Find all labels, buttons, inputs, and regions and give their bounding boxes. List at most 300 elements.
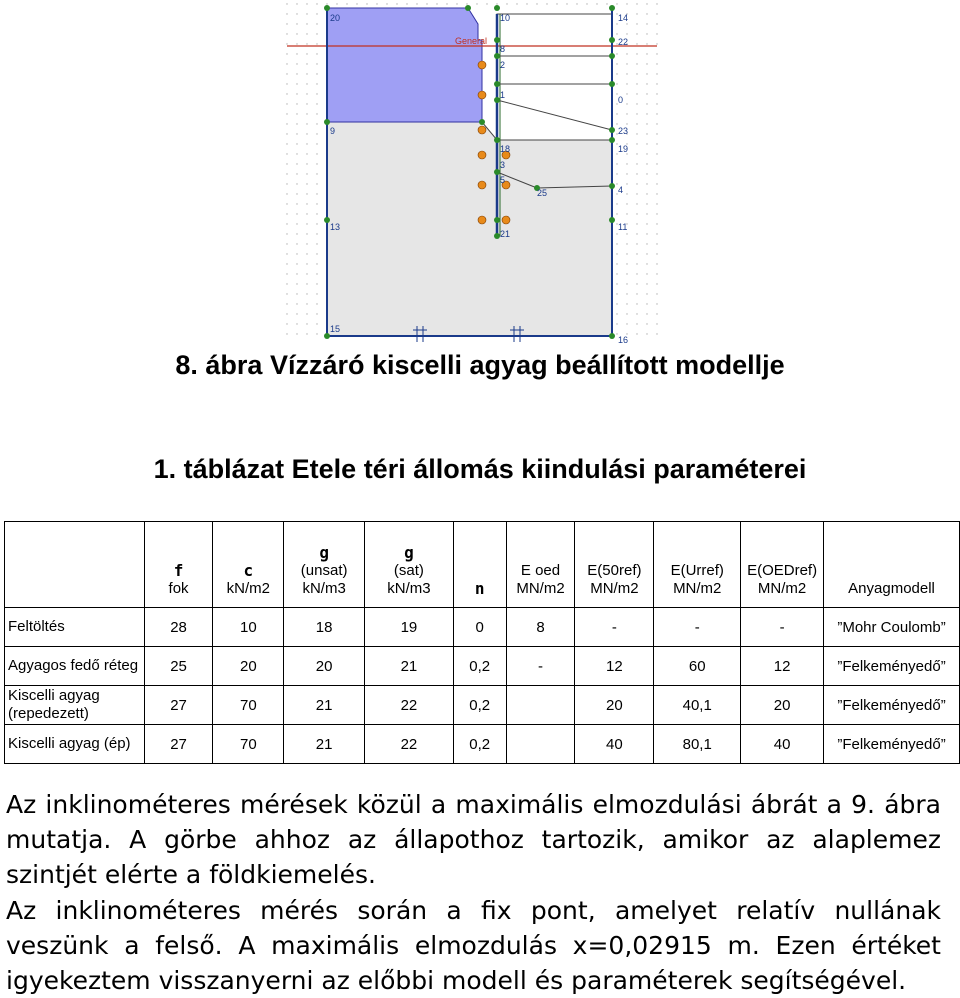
grid-dot <box>646 183 647 184</box>
grid-dot <box>286 83 287 84</box>
table-cell: 10 <box>213 608 284 647</box>
grid-dot <box>636 203 637 204</box>
point-label: 10 <box>500 13 511 23</box>
table-cell: 8 <box>506 608 575 647</box>
grid-dot <box>646 173 647 174</box>
point-label: 11 <box>618 222 628 232</box>
table-cell: ”Mohr Coulomb” <box>824 608 960 647</box>
grid-dot <box>656 73 657 74</box>
grid-dot <box>316 323 317 324</box>
grid-dot <box>626 313 627 314</box>
grid-dot <box>646 13 647 14</box>
point-label: 8 <box>500 44 506 54</box>
grid-dot <box>306 203 307 204</box>
table-cell: 21 <box>284 725 365 764</box>
grid-dot <box>286 23 287 24</box>
grid-dot <box>296 123 297 124</box>
grid-dot <box>286 133 287 134</box>
grid-dot <box>296 163 297 164</box>
grid-dot <box>286 173 287 174</box>
grid-dot <box>316 183 317 184</box>
grid-dot <box>616 303 617 304</box>
grid-dot <box>616 23 617 24</box>
grid-dot <box>626 233 627 234</box>
table-row <box>5 686 960 725</box>
point-label: 15 <box>330 324 341 334</box>
paragraph: Az inklinométeres mérések közül a maximális elmozdulási ábrát a 9. ábra mutatja. A görbe ahhoz az állapothoz tartozik, amikor az alaplemez szintjét elérte a földkiemelés. <box>6 790 941 889</box>
table-cell: 0,2 <box>453 647 506 686</box>
grid-dot <box>306 153 307 154</box>
grid-dot <box>646 233 647 234</box>
grid-dot <box>636 303 637 304</box>
table-cell: 21 <box>284 686 365 725</box>
grid-dot <box>306 253 307 254</box>
grid-dot <box>626 53 627 54</box>
grid-dot <box>646 63 647 64</box>
point-label: 9 <box>330 126 336 136</box>
grid-dot <box>626 213 627 214</box>
grid-dot <box>296 263 297 264</box>
point-label: 14 <box>618 13 629 23</box>
grid-dot <box>536 3 537 4</box>
grid-dot <box>656 93 657 94</box>
grid-dot <box>636 53 637 54</box>
table-cell: 27 <box>144 725 213 764</box>
grid-dot <box>296 143 297 144</box>
grid-dot <box>306 93 307 94</box>
grid-dot <box>656 333 657 334</box>
grid-dot <box>616 293 617 294</box>
grid-dot <box>306 213 307 214</box>
grid-dot <box>626 83 627 84</box>
table-cell: - <box>506 647 575 686</box>
grid-dot <box>636 163 637 164</box>
table-row <box>5 725 960 764</box>
grid-dot <box>626 23 627 24</box>
grid-dot <box>656 183 657 184</box>
grid-dot <box>636 213 637 214</box>
grid-dot <box>286 213 287 214</box>
grid-dot <box>296 133 297 134</box>
table-cell: 0,2 <box>453 686 506 725</box>
grid-dot <box>616 63 617 64</box>
table-cell: 22 <box>365 686 454 725</box>
grid-dot <box>626 173 627 174</box>
table-cell: 28 <box>144 608 213 647</box>
grid-dot <box>626 303 627 304</box>
grid-dot <box>326 3 327 4</box>
grid-dot <box>656 113 657 114</box>
grid-dot <box>286 153 287 154</box>
grid-dot <box>646 3 647 4</box>
grid-dot <box>616 233 617 234</box>
grid-dot <box>626 273 627 274</box>
grid-dot <box>306 23 307 24</box>
grid-dot <box>436 3 437 4</box>
grid-dot <box>356 3 357 4</box>
point-label: 23 <box>618 126 629 136</box>
grid-dot <box>376 3 377 4</box>
grid-dot <box>296 283 297 284</box>
grid-dot <box>566 3 567 4</box>
grid-dot <box>656 143 657 144</box>
grid-dot <box>316 13 317 14</box>
grid-dot <box>296 83 297 84</box>
grid-dot <box>316 43 317 44</box>
grid-dot <box>646 223 647 224</box>
grid-dot <box>296 203 297 204</box>
grid-dot <box>316 93 317 94</box>
grid-dot <box>296 183 297 184</box>
grid-dot <box>616 283 617 284</box>
table-cell: - <box>654 608 741 647</box>
point-label: 4 <box>618 185 624 195</box>
grid-dot <box>316 263 317 264</box>
grid-dot <box>296 333 297 334</box>
grid-dot <box>636 193 637 194</box>
grid-dot <box>656 293 657 294</box>
grid-dot <box>576 3 577 4</box>
grid-dot <box>306 243 307 244</box>
grid-dot <box>506 3 507 4</box>
grid-dot <box>626 193 627 194</box>
header-cell: E(OEDref) MN/m2 <box>741 522 824 608</box>
grid-dot <box>646 193 647 194</box>
grid-dot <box>316 123 317 124</box>
grid-dot <box>286 43 287 44</box>
grid-dot <box>286 113 287 114</box>
grid-dot <box>626 103 627 104</box>
point-label: 20 <box>330 13 341 23</box>
grid-dot <box>316 213 317 214</box>
paragraph: Az inklinométeres mérés során a fix pont, amelyet relatív nullának veszünk a felső. A maximális elmozdulás x=0,02915 m. Ezen értéket igyekeztem visszanyerni az előbbi modell és paraméterek segítségével. <box>6 896 941 995</box>
grid-dot <box>296 243 297 244</box>
grid-dot <box>616 253 617 254</box>
grid-dot <box>656 203 657 204</box>
grid-dot <box>296 253 297 254</box>
grid-dot <box>586 3 587 4</box>
grid-dot <box>316 313 317 314</box>
point-label: 21 <box>500 229 511 239</box>
grid-dot <box>416 3 417 4</box>
grid-dot <box>316 103 317 104</box>
grid-dot <box>626 73 627 74</box>
grid-dot <box>646 273 647 274</box>
grid-dot <box>656 103 657 104</box>
figure-caption: 8. ábra Vízzáró kiscelli agyag beállított modellje <box>175 350 785 380</box>
table-cell: 22 <box>365 725 454 764</box>
grid-dot <box>616 243 617 244</box>
table-cell <box>506 725 575 764</box>
grid-dot <box>656 213 657 214</box>
grid-dot <box>296 23 297 24</box>
grid-dot <box>446 3 447 4</box>
grid-dot <box>656 33 657 34</box>
grid-dot <box>316 233 317 234</box>
grid-dot <box>286 163 287 164</box>
grid-dot <box>296 273 297 274</box>
grid-dot <box>636 233 637 234</box>
grid-dot <box>616 113 617 114</box>
grid-dot <box>616 163 617 164</box>
point-label: 19 <box>618 144 629 154</box>
grid-dot <box>296 3 297 4</box>
grid-dot <box>306 233 307 234</box>
grid-dot <box>656 133 657 134</box>
grid-dot <box>656 193 657 194</box>
table-caption: 1. táblázat Etele téri állomás kiindulási paraméterei <box>153 454 807 484</box>
table-cell: ”Felkeményedő” <box>824 647 960 686</box>
grid-dot <box>636 63 637 64</box>
grid-dot <box>316 273 317 274</box>
grid-dot <box>316 283 317 284</box>
grid-dot <box>636 223 637 224</box>
grid-dot <box>296 303 297 304</box>
grid-dot <box>316 133 317 134</box>
grid-dot <box>286 13 287 14</box>
grid-dot <box>286 183 287 184</box>
point-label: 16 <box>618 335 629 344</box>
grid-dot <box>616 173 617 174</box>
grid-dot <box>306 333 307 334</box>
grid-dot <box>636 113 637 114</box>
grid-dot <box>286 323 287 324</box>
grid-dot <box>296 223 297 224</box>
grid-dot <box>656 163 657 164</box>
lower-soil-region <box>327 122 612 336</box>
grid-dot <box>636 273 637 274</box>
grid-dot <box>626 63 627 64</box>
point-label: 5 <box>500 175 506 185</box>
grid-dot <box>316 33 317 34</box>
grid-dot <box>386 3 387 4</box>
header-cell: n <box>453 522 506 608</box>
table-cell: 12 <box>741 647 824 686</box>
table-cell: 20 <box>213 647 284 686</box>
point-label: 25 <box>537 188 548 198</box>
grid-dot <box>636 173 637 174</box>
grid-dot <box>286 273 287 274</box>
grid-dot <box>286 53 287 54</box>
table-cell <box>506 686 575 725</box>
grid-dot <box>346 3 347 4</box>
table-cell: 18 <box>284 608 365 647</box>
grid-dot <box>306 173 307 174</box>
grid-dot <box>516 3 517 4</box>
grid-dot <box>656 323 657 324</box>
grid-dot <box>296 33 297 34</box>
grid-dot <box>656 153 657 154</box>
grid-dot <box>656 243 657 244</box>
grid-dot <box>626 323 627 324</box>
grid-dot <box>296 93 297 94</box>
grid-dot <box>476 3 477 4</box>
grid-dot <box>316 203 317 204</box>
point-label: 3 <box>500 160 506 170</box>
grid-dot <box>286 3 287 4</box>
grid-dot <box>286 313 287 314</box>
grid-dot <box>286 333 287 334</box>
grid-dot <box>646 113 647 114</box>
grid-dot <box>296 293 297 294</box>
grid-dot <box>316 53 317 54</box>
grid-dot <box>306 83 307 84</box>
grid-dot <box>306 123 307 124</box>
grid-dot <box>616 83 617 84</box>
grid-dot <box>306 263 307 264</box>
grid-dot <box>626 243 627 244</box>
table-cell: 20 <box>575 686 654 725</box>
grid-dot <box>656 253 657 254</box>
grid-dot <box>636 293 637 294</box>
grid-dot <box>316 163 317 164</box>
grid-dot <box>646 303 647 304</box>
grid-dot <box>306 13 307 14</box>
row-label: Feltöltés <box>5 608 145 647</box>
header-cell: E(Urref) MN/m2 <box>654 522 741 608</box>
grid-dot <box>626 263 627 264</box>
grid-dot <box>286 233 287 234</box>
grid-dot <box>626 293 627 294</box>
grid-dot <box>316 143 317 144</box>
grid-dot <box>656 233 657 234</box>
grid-dot <box>286 263 287 264</box>
grid-dot <box>316 113 317 114</box>
grid-dot <box>656 43 657 44</box>
grid-dot <box>316 303 317 304</box>
table-cell: ”Felkeményedő” <box>824 725 960 764</box>
model-figure <box>282 0 662 344</box>
grid-dot <box>656 263 657 264</box>
grid-dot <box>656 283 657 284</box>
grid-dot <box>636 103 637 104</box>
grid-dot <box>286 73 287 74</box>
grid-dot <box>306 193 307 194</box>
grid-dot <box>646 23 647 24</box>
grid-dot <box>636 43 637 44</box>
grid-dot <box>366 3 367 4</box>
table-cell: 21 <box>365 647 454 686</box>
grid-dot <box>616 53 617 54</box>
grid-dot <box>316 253 317 254</box>
table-cell: 12 <box>575 647 654 686</box>
grid-dot <box>626 183 627 184</box>
grid-dot <box>296 153 297 154</box>
grid-dot <box>646 323 647 324</box>
header-corner <box>5 522 145 608</box>
grid-dot <box>656 313 657 314</box>
grid-dot <box>496 3 497 4</box>
table-cell: 70 <box>213 725 284 764</box>
grid-dot <box>616 73 617 74</box>
grid-dot <box>656 123 657 124</box>
grid-dot <box>306 183 307 184</box>
grid-dot <box>286 193 287 194</box>
table-cell: - <box>575 608 654 647</box>
grid-dot <box>616 33 617 34</box>
grid-dot <box>486 3 487 4</box>
grid-dot <box>306 323 307 324</box>
grid-dot <box>306 63 307 64</box>
grid-dot <box>636 13 637 14</box>
table-cell: 0 <box>453 608 506 647</box>
grid-dot <box>296 103 297 104</box>
grid-dot <box>656 83 657 84</box>
grid-dot <box>616 323 617 324</box>
grid-dot <box>306 33 307 34</box>
grid-dot <box>656 273 657 274</box>
upper-soil-region <box>327 8 482 122</box>
grid-dot <box>646 283 647 284</box>
grid-dot <box>656 53 657 54</box>
grid-dot <box>656 23 657 24</box>
table-cell: 40,1 <box>654 686 741 725</box>
grid-dot <box>636 33 637 34</box>
grid-dot <box>306 3 307 4</box>
table-cell: 40 <box>741 725 824 764</box>
grid-dot <box>296 313 297 314</box>
grid-dot <box>296 13 297 14</box>
grid-dot <box>656 63 657 64</box>
grid-dot <box>406 3 407 4</box>
grid-dot <box>636 73 637 74</box>
grid-dot <box>296 233 297 234</box>
table-cell: 27 <box>144 686 213 725</box>
grid-dot <box>636 3 637 4</box>
grid-dot <box>616 123 617 124</box>
grid-dot <box>606 3 607 4</box>
grid-dot <box>306 43 307 44</box>
grid-dot <box>616 213 617 214</box>
grid-dot <box>636 183 637 184</box>
point-label: 22 <box>618 37 629 47</box>
grid-dot <box>316 333 317 334</box>
grid-dot <box>626 93 627 94</box>
grid-dot <box>616 3 617 4</box>
grid-dot <box>296 113 297 114</box>
table-cell: 60 <box>654 647 741 686</box>
grid-dot <box>656 303 657 304</box>
header-cell: g (sat) kN/m3 <box>365 522 454 608</box>
grid-dot <box>646 93 647 94</box>
grid-dot <box>286 243 287 244</box>
grid-dot <box>456 3 457 4</box>
grid-dot <box>636 153 637 154</box>
grid-dot <box>306 73 307 74</box>
header-cell: E(50ref) MN/m2 <box>575 522 654 608</box>
grid-dot <box>626 253 627 254</box>
grid-dot <box>646 123 647 124</box>
right-soil-region <box>497 14 612 140</box>
grid-dot <box>316 173 317 174</box>
grid-dot <box>306 223 307 224</box>
grid-dot <box>286 33 287 34</box>
grid-dot <box>286 253 287 254</box>
grid-dot <box>646 133 647 134</box>
grid-dot <box>636 323 637 324</box>
grid-dot <box>636 133 637 134</box>
point-label: 1 <box>500 90 506 100</box>
grid-dot <box>296 43 297 44</box>
header-cell: f fok <box>144 522 213 608</box>
grid-dot <box>636 83 637 84</box>
table-cell: ”Felkeményedő” <box>824 686 960 725</box>
general-label: General <box>455 36 488 46</box>
grid-dot <box>556 3 557 4</box>
grid-dot <box>636 23 637 24</box>
grid-dot <box>646 333 647 334</box>
grid-dot <box>646 163 647 164</box>
